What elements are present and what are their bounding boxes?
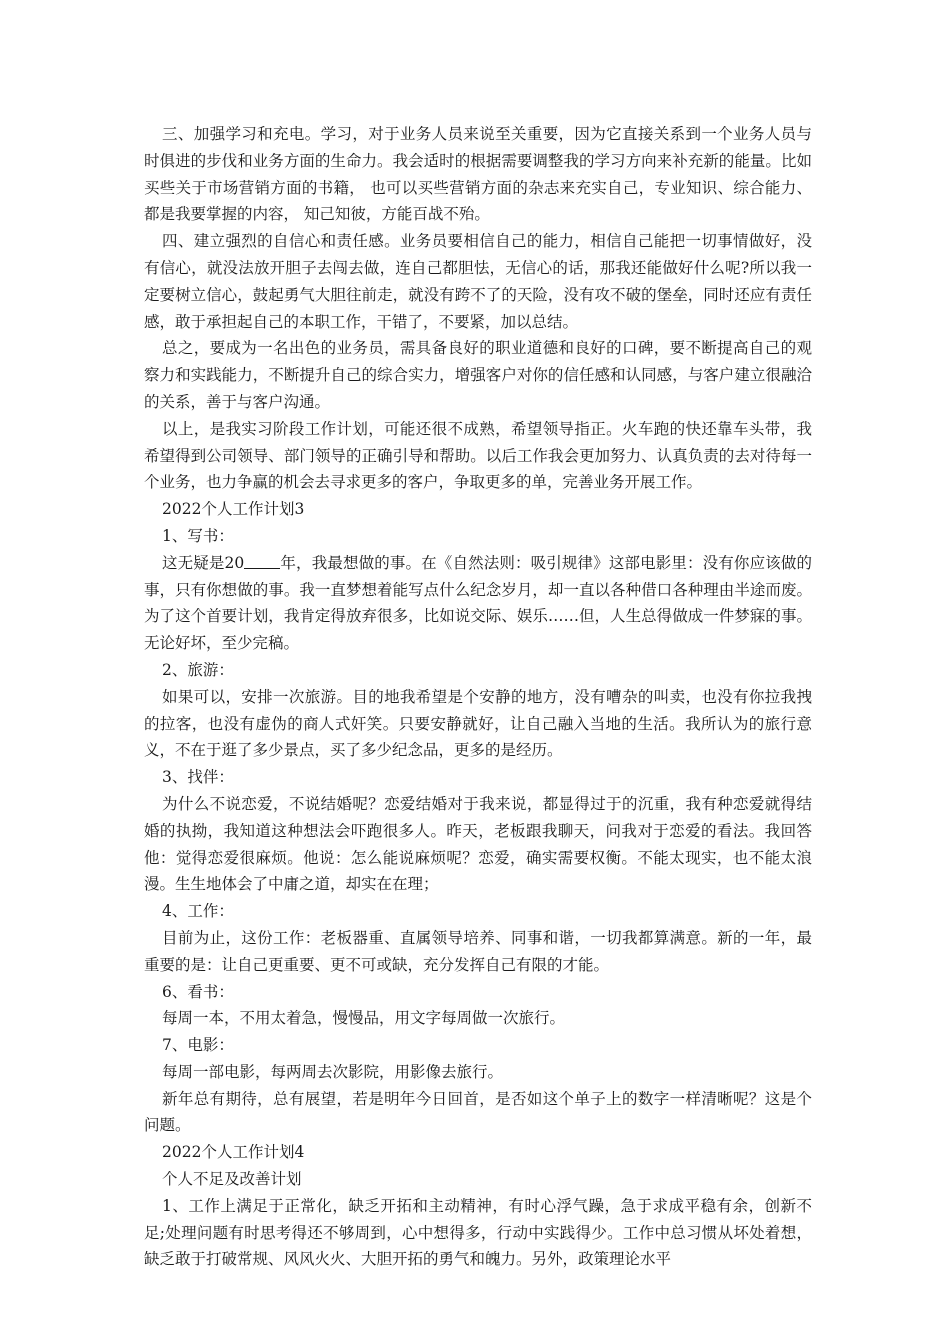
paragraph-movies: 每周一部电影，每两周去次影院，用影像去旅行。	[162, 1062, 504, 1081]
paragraph-summary: 总之，要成为一名出色的业务员，需具备良好的职业道德和良好的口碑，要不断提高自己的观察力和实践能力，不断提升自己的综合实力，增强客户对你的信任感和认同感，与客户建立很融洽的关系，善于与客户沟通。	[144, 339, 812, 411]
paragraph-partner: 为什么不说恋爱，不说结婚呢？恋爱结婚对于我来说，都显得过于的沉重，我有种恋爱就得结婚的执拗，我知道这种想法会吓跑很多人。昨天，老板跟我聊天，问我对于恋爱的看法。我回答他：觉得恋爱很麻烦。他说：怎么能说麻烦呢？恋爱，确实需要权衡。不能太现实，也不能太浪漫。生生地体会了中庸之道，却实在在理；	[144, 794, 812, 894]
section-title-plan-4: 2022个人工作计划4	[162, 1143, 305, 1162]
item-heading-reading: 6、看书：	[162, 982, 234, 1001]
paragraph-confidence: 四、建立强烈的自信心和责任感。业务员要相信自己的能力，相信自己能把一切事情做好，没有信心，就没法放开胆子去闯去做，连自己都胆怯，无信心的话，那我还能做好什么呢?所以我一定要树立信心，鼓起勇气大胆往前走，就没有跨不了的天险，没有攻不破的堡垒，同时还应有责任感，敢于承担起自己的本职工作，干错了，不要紧，加以总结。	[144, 232, 812, 331]
paragraph-travel: 如果可以，安排一次旅游。目的地我希望是个安静的地方，没有嘈杂的叫卖，也没有你拉我拽的拉客，也没有虚伪的商人式奸笑。只要安静就好，让自己融入当地的生活。我所认为的旅行意义，不在于逛了多少景点，买了多少纪念品，更多的是经历。	[144, 687, 812, 760]
paragraph-reading: 每周一本，不用太着急，慢慢品，用文字每周做一次旅行。	[162, 1009, 566, 1028]
writing-text-before: 这无疑是20	[162, 553, 245, 572]
item-heading-travel: 2、旅游：	[162, 660, 234, 679]
paragraph-study: 三、加强学习和充电。学习，对于业务人员来说至关重要，因为它直接关系到一个业务人员与时俱进的步伐和业务方面的生命力。我会适时的根据需要调整我的学习方向来补充新的能量。比如买些关于市场营销方面的书籍， 也可以买些营销方面的杂志来充实自己，专业知识、综合能力、都是我要掌握的内容， 知己知彼，方能百战不殆。	[144, 125, 812, 224]
writing-text-after: 年，我最想做的事。在《自然法则：吸引规律》这部电影里：没有你应该做的事，只有你想做的事。我一直梦想着能写点什么纪念岁月，却一直以各种借口各种理由半途而废。为了这个首要计划，我肯定得放弃很多，比如说交际、娱乐……但，人生总得做成一件梦寐的事。无论好坏，至少完稿。	[144, 553, 812, 653]
paragraph-writing	[144, 550, 812, 657]
paragraph-conclusion: 以上，是我实习阶段工作计划，可能还很不成熟，希望领导指正。火车跑的快还靠车头带，我希望得到公司领导、部门领导的正确引导和帮助。以后工作我会更加努力、认真负责的去对待每一个业务，也力争赢的机会去寻求更多的客户，争取更多的单，完善业务开展工作。	[144, 419, 812, 492]
paragraph-work: 目前为止，这份工作：老板器重、直属领导培养、同事和谐，一切我都算满意。新的一年，最重要的是：让自己更重要、更不可或缺，充分发挥自己有限的才能。	[144, 928, 812, 974]
item-heading-movies: 7、电影：	[162, 1036, 234, 1055]
item-heading-writing: 1、写书：	[162, 526, 234, 545]
paragraph-new-year: 新年总有期待，总有展望，若是明年今日回首，是否如这个单子上的数字一样清晰呢？这是个问题。	[144, 1089, 812, 1135]
paragraph-shortcomings: 1、工作上满足于正常化，缺乏开拓和主动精神，有时心浮气躁，急于求成平稳有余，创新不足;处理问题有时思考得还不够周到，心中想得多，行动中实践得少。工作中总习惯从坏处着想，缺乏敢于打破常规、风风火火、大胆开拓的勇气和魄力。另外，政策理论水平	[144, 1196, 812, 1269]
year-blank	[244, 553, 280, 569]
subheading-improvement: 个人不足及改善计划	[162, 1170, 302, 1189]
section-title-plan-3: 2022个人工作计划3	[162, 500, 305, 519]
item-heading-work: 4、工作：	[162, 902, 234, 921]
item-heading-partner: 3、找伴：	[162, 768, 234, 787]
